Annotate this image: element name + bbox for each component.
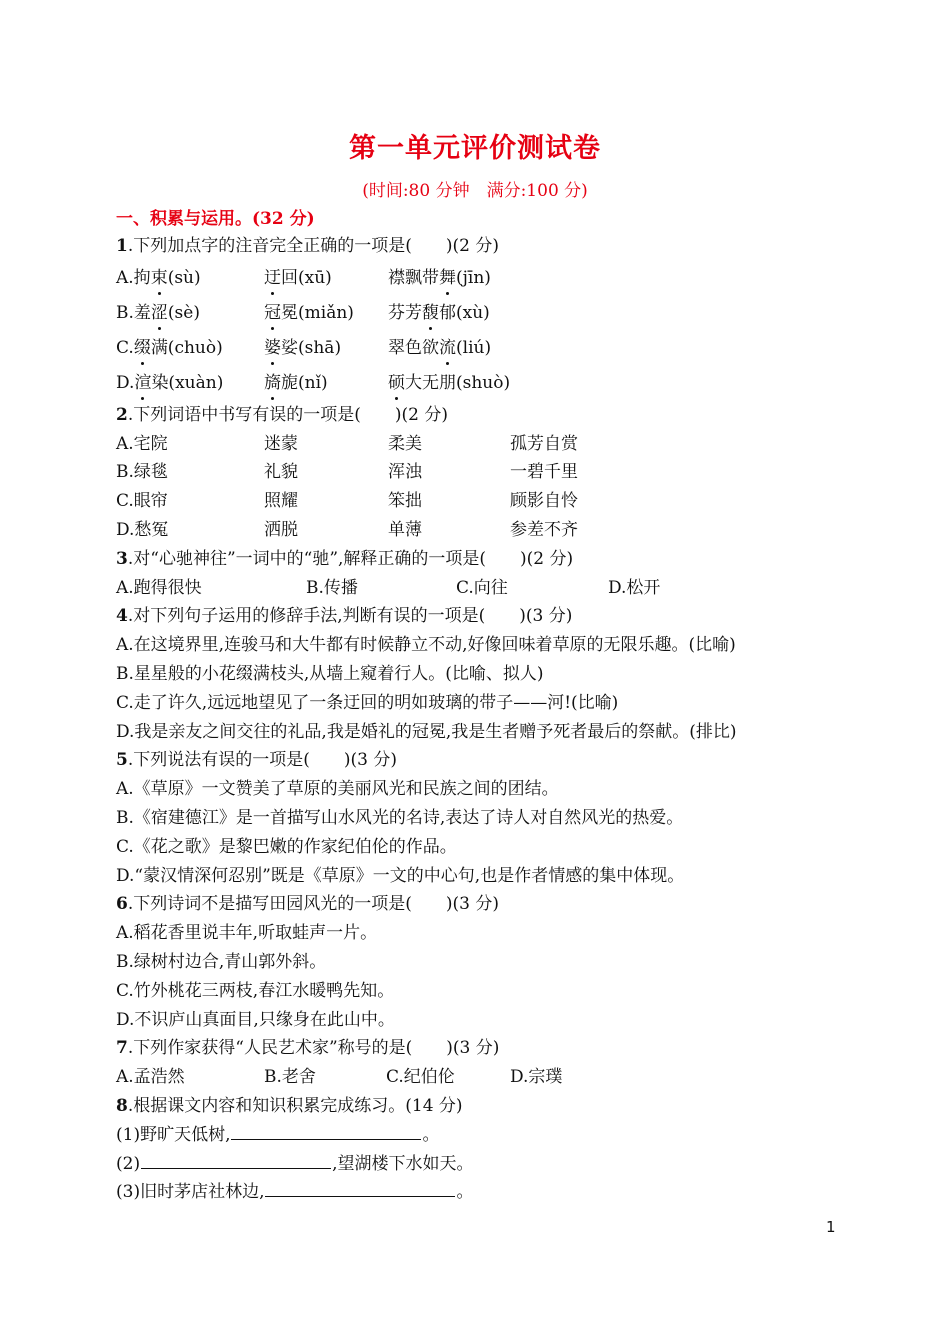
answer-blank[interactable] xyxy=(141,1150,331,1169)
q8-item-3: (3)旧时茅店社林边, 。 xyxy=(116,1178,816,1207)
q3-options: A.跑得很快 B.传播 C.向往 D.松开 xyxy=(116,577,661,598)
dotted-char: 渲 xyxy=(134,366,151,401)
question-text: .对下列句子运用的修辞手法,判断有误的一项是( )(3 分) xyxy=(127,606,573,627)
question-text: .下列加点字的注音完全正确的一项是( )(2 分) xyxy=(127,236,499,256)
question-number: 6 xyxy=(116,894,128,915)
q5-option-b: B.《宿建德江》是一首描写山水风光的名诗,表达了诗人对自然风光的热爱。 xyxy=(116,807,684,828)
question-text: .根据课文内容和知识积累完成练习。(14 分) xyxy=(127,1095,463,1116)
dotted-char: 缀 xyxy=(134,331,151,366)
q1-option-c: C.缀满(chuò) 婆娑(shā) 翠色欲流(liú) xyxy=(116,331,816,366)
q4-option-a: A.在这境界里,连骏马和大牛都有时候静立不动,好像回味着草原的无限乐趣。(比喻) xyxy=(116,635,736,656)
dotted-char: 硕 xyxy=(388,366,405,401)
question-text: .对“心驰神往”一词中的“驰”,解释正确的一项是( )(2 分) xyxy=(127,548,574,569)
dotted-char: 冠 xyxy=(264,296,281,331)
question-8-stem xyxy=(116,1092,816,1121)
q8-item-2: (2) ,望湖楼下水如天。 xyxy=(116,1150,816,1179)
question-number: 1 xyxy=(116,236,128,256)
q1-option-a: A.拘束(sù) 迂回(xū) 襟飘带舞(jīn) xyxy=(116,261,816,296)
q2-option-d: D.愁冤 洒脱 单薄 参差不齐 xyxy=(116,519,578,540)
question-text: .下列词语中书写有误的一项是( )(2 分) xyxy=(127,404,448,425)
question-7-stem xyxy=(116,1034,816,1063)
dotted-char: 迂 xyxy=(264,261,281,296)
q2-option-b: B.绿毯 礼貌 浑浊 一碧千里 xyxy=(116,462,578,483)
q4-option-d: D.我是亲友之间交往的礼品,我是婚礼的冠冕,我是生者赠予死者最后的祭献。(排比) xyxy=(116,721,737,742)
q1-option-d: D.渲染(xuàn) 旖旎(nǐ) 硕大无朋(shuò) xyxy=(116,366,816,401)
q5-option-c: C.《花之歌》是黎巴嫩的作家纪伯伦的作品。 xyxy=(116,836,457,857)
exam-title: 第一单元评价测试卷 xyxy=(349,133,601,164)
question-number: 8 xyxy=(116,1095,128,1116)
question-6-stem xyxy=(116,890,816,919)
q6-option-a: A.稻花香里说丰年,听取蛙声一片。 xyxy=(116,923,378,944)
dotted-char: 涩 xyxy=(151,296,168,331)
dotted-char: 婆 xyxy=(264,331,281,366)
q7-options: A.孟浩然 B.老舍 C.纪伯伦 D.宗璞 xyxy=(116,1067,563,1088)
answer-blank[interactable] xyxy=(265,1178,455,1197)
q5-option-a: A.《草原》一文赞美了草原的美丽风光和民族之间的团结。 xyxy=(116,779,559,800)
q6-option-c: C.竹外桃花三两枝,春江水暖鸭先知。 xyxy=(116,980,395,1001)
dotted-char: 舞 xyxy=(439,261,456,296)
question-list xyxy=(116,232,816,1207)
q6-option-b: B.绿树村边合,青山郭外斜。 xyxy=(116,951,327,972)
page-number: 1 xyxy=(826,1218,836,1236)
question-5-stem xyxy=(116,746,816,775)
question-number: 2 xyxy=(116,404,128,425)
section-heading: 一、积累与运用。(32 分) xyxy=(116,209,315,229)
exam-subtitle: (时间:80 分钟 满分:100 分) xyxy=(362,181,588,201)
question-4-stem xyxy=(116,602,816,631)
question-number: 4 xyxy=(116,606,128,627)
question-number: 3 xyxy=(116,548,128,569)
q6-option-d: D.不识庐山真面目,只缘身在此山中。 xyxy=(116,1009,395,1030)
q1-option-b: B.羞涩(sè) 冠冕(miǎn) 芬芳馥郁(xù) xyxy=(116,296,816,331)
q4-option-c: C.走了许久,远远地望见了一条迂回的明如玻璃的带子——河!(比喻) xyxy=(116,692,619,713)
q2-option-a: A.宅院 迷蒙 柔美 孤芳自赏 xyxy=(116,433,578,454)
dotted-char: 旖 xyxy=(264,366,281,401)
dotted-char: 馥 xyxy=(422,296,439,331)
q2-option-c: C.眼帘 照耀 笨拙 顾影自怜 xyxy=(116,491,578,512)
q4-option-b: B.星星般的小花缀满枝头,从墙上窥着行人。(比喻、拟人) xyxy=(116,663,544,684)
dotted-char: 束 xyxy=(151,261,168,296)
question-text: .下列说法有误的一项是( )(3 分) xyxy=(127,750,397,771)
question-2-stem xyxy=(116,401,816,430)
q8-item-1: (1)野旷天低树, 。 xyxy=(116,1121,816,1150)
question-number: 5 xyxy=(116,750,128,771)
question-text: .下列诗词不是描写田园风光的一项是( )(3 分) xyxy=(127,894,499,915)
answer-blank[interactable] xyxy=(231,1121,421,1140)
question-number: 7 xyxy=(116,1038,128,1059)
q5-option-d: D.“蒙汉情深何忍别”既是《草原》一文的中心句,也是作者情感的集中体现。 xyxy=(116,865,685,886)
question-text: .下列作家获得“人民艺术家”称号的是( )(3 分) xyxy=(127,1038,500,1059)
dotted-char: 流 xyxy=(439,331,456,366)
question-1-stem xyxy=(116,232,816,261)
question-3-stem xyxy=(116,545,816,574)
